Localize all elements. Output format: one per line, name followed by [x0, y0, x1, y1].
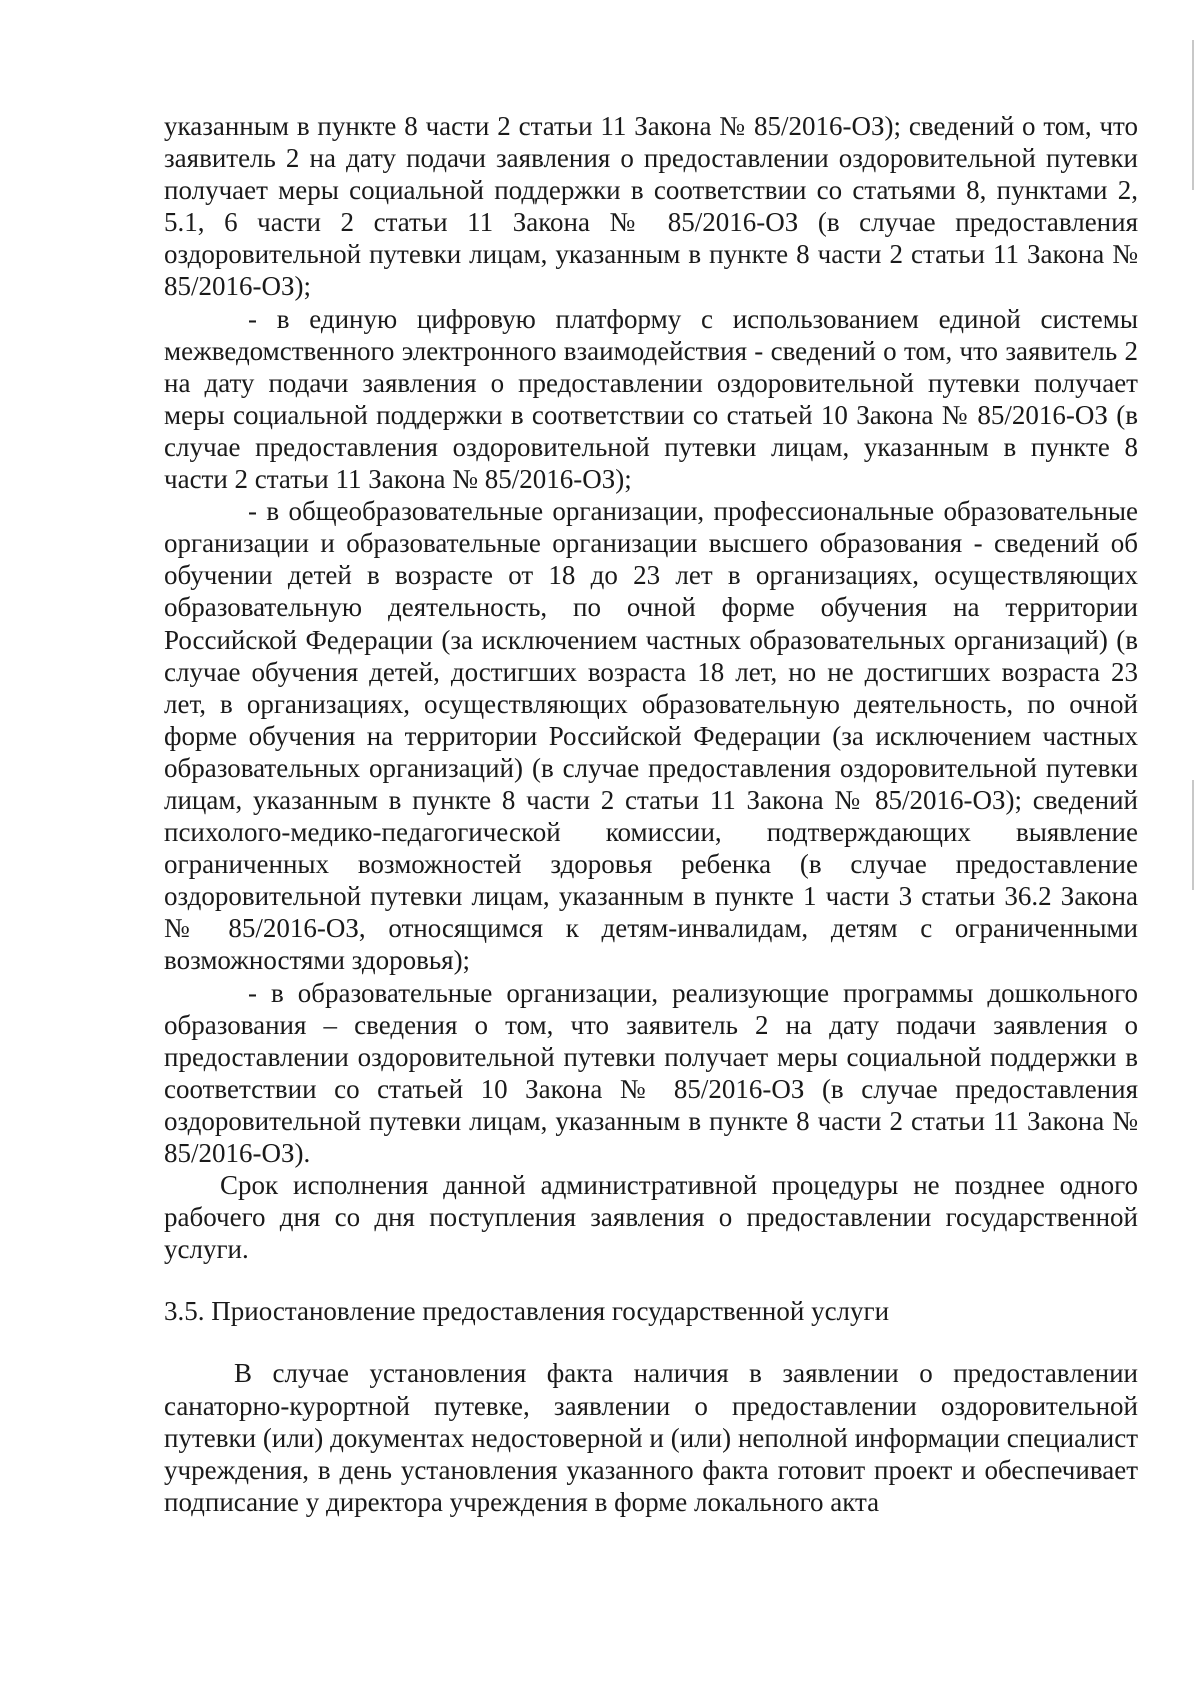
paragraph-deadline: Срок исполнения данной административной процедуры не позднее одного рабочего дня со дня поступления заявления о предоставлении государственной услуги. [164, 1170, 1138, 1265]
document-body [164, 110, 1138, 1518]
section-heading: 3.5. Приостановление предоставления государственной услуги [164, 1296, 890, 1327]
paragraph-continuation: указанным в пункте 8 части 2 статьи 11 Закона № 85/2016-ОЗ); сведений о том, что заявитель 2 на дату подачи заявления о предоставлении оздоровительной путевки получает меры социальной поддержки в соответствии со статьями 8, пунктами 2, 5.1, 6 части 2 статьи 11 Закона № 85/2016-ОЗ (в случае предоставления оздоровительной путевки лицам, указанным в пункте 8 части 2 статьи 11 Закона № 85/2016-ОЗ); [164, 111, 1138, 302]
paragraph-suspension: В случае установления факта наличия в заявлении о предоставлении санаторно-курортной путевке, заявлении о предоставлении оздоровительной путевки (или) документах недостоверной и (или) неполной информации специалист учреждения, в день установления указанного факта готовит проект и обеспечивает подписание у директора учреждения в форме локального акта [164, 1358, 1138, 1517]
paragraph-digital-platform: - в единую цифровую платформу с использованием единой системы межведомственного электронного взаимодействия - сведений о том, что заявитель 2 на дату подачи заявления о предоставлении оздоровительной путевки получает меры социальной поддержки в соответствии со статьей 10 Закона № 85/2016-ОЗ (в случае предоставления оздоровительной путевки лицам, указанным в пункте 8 части 2 статьи 11 Закона № 85/2016-ОЗ); [164, 303, 1138, 495]
paragraph-educational-organizations: - в общеобразовательные организации, профессиональные образовательные организации и образовательные организации высшего образования - сведений об обучении детей в возрасте от 18 до 23 лет в организациях, осуществляющих образовательную деятельность, по очной форме обучения на территории Российской Федерации (за исключением частных образовательных организаций) (в случае обучения детей, достигших возраста 18 лет, но не достигших возраста 23 лет, в организациях, осуществляющих образовательную деятельность, по очной форме обучения на территории Российской Федерации (за исключением частных образовательных организаций) (в случае предоставления оздоровительной путевки лицам, указанным в пункте 8 части 2 статьи 11 Закона № 85/2016-ОЗ); сведений психолого-медико-педагогической комиссии, подтверждающих выявление ограниченных возможностей здоровья ребенка (в случае предоставление оздоровительной путевки лицам, указанным в пункте 1 части 3 статьи 36.2 Закона № 85/2016-ОЗ, относящимся к детям-инвалидам, детям с ограниченными возможностями здоровья); [164, 496, 1138, 976]
scan-edge-mark [1192, 780, 1194, 890]
scan-edge-mark [1192, 40, 1194, 190]
paragraph-preschool-organizations: - в образовательные организации, реализующие программы дошкольного образования – сведения о том, что заявитель 2 на дату подачи заявления о предоставлении оздоровительной путевки получает меры социальной поддержки в соответствии со статьей 10 Закона № 85/2016-ОЗ (в случае предоставления оздоровительной путевки лицам, указанным в пункте 8 части 2 статьи 11 Закона № 85/2016-ОЗ). [164, 977, 1138, 1168]
